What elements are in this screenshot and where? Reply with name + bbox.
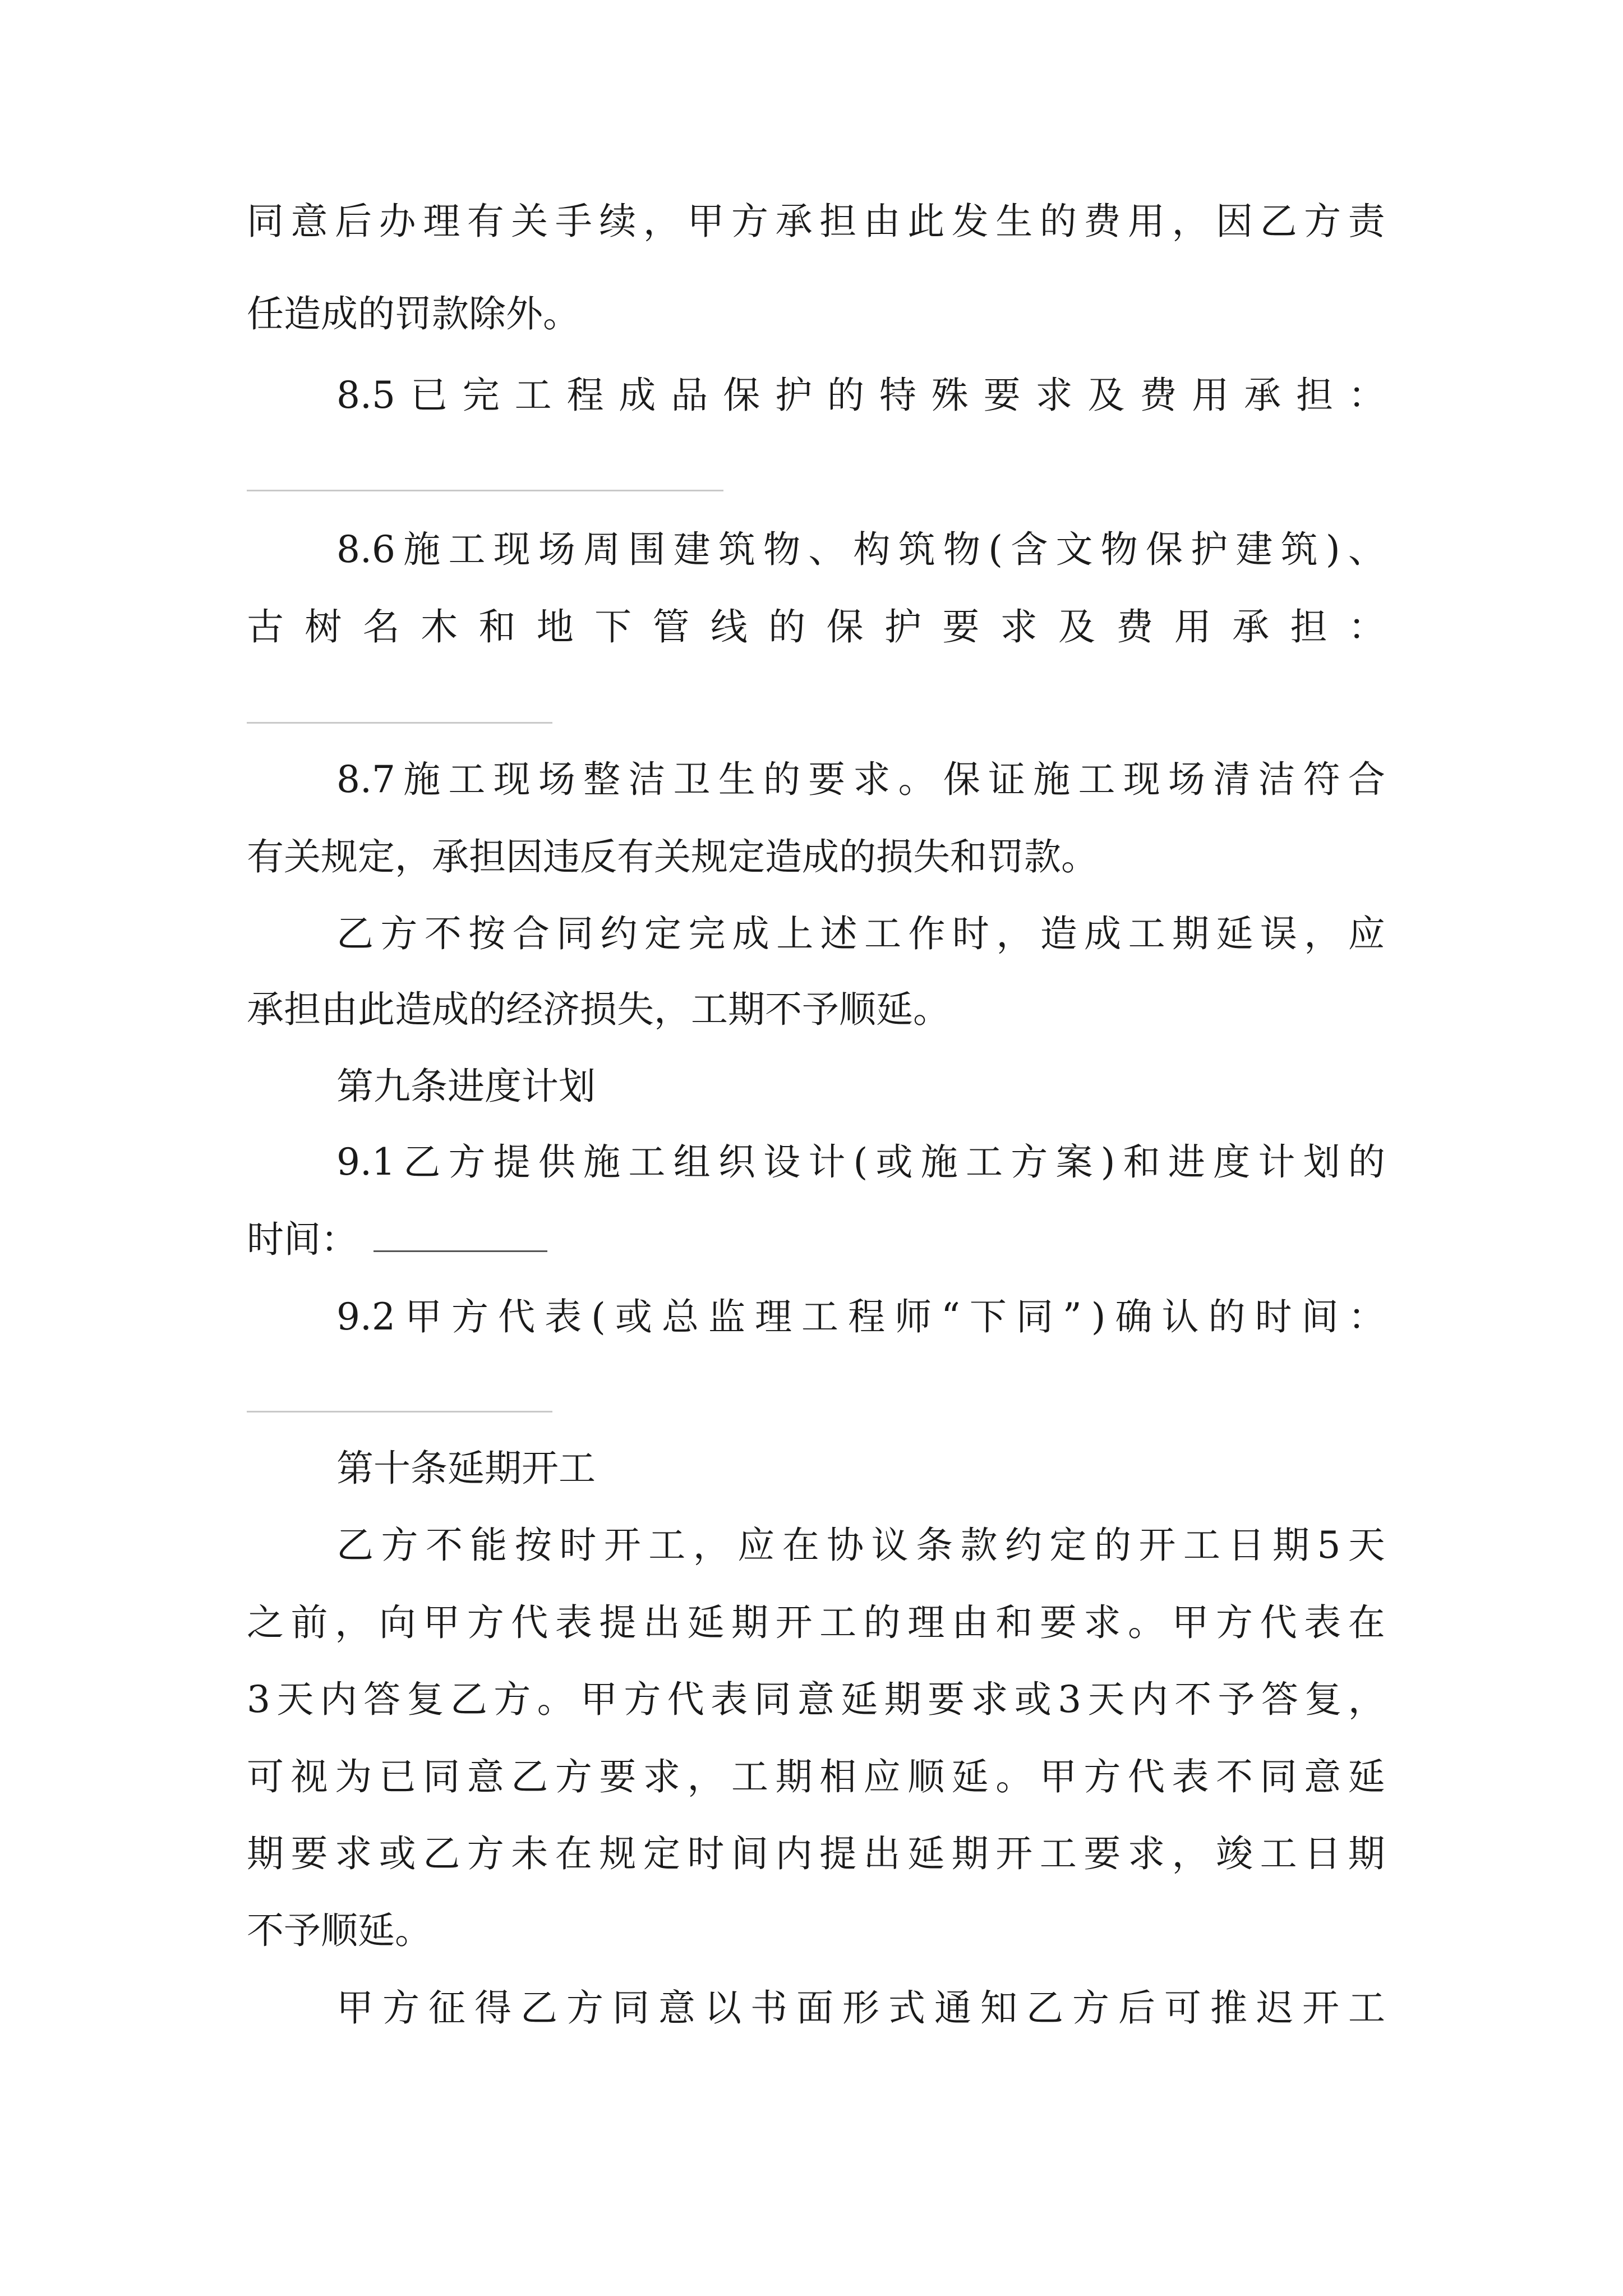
text-line: 同 意 后 办 理 有 关 手 续 ， 甲 方 承 担 由 此 发 生 的 费 用 ， 因 乙 方 责 [247, 200, 1385, 243]
article-10-heading: 第十条延期开工 [336, 1447, 596, 1490]
clause-8-5-heading: 8.5 已 完 工 程 成 品 保 护 的 特 殊 要 求 及 费 用 承 担 ： [336, 374, 1385, 417]
clause-8-7-text: 8.7 施 工 现 场 整 洁 卫 生 的 要 求 。 保 证 施 工 现 场 清 洁 符 合 [336, 758, 1385, 801]
paragraph-text: 甲 方 征 得 乙 方 同 意 以 书 面 形 式 通 知 乙 方 后 可 推 迟 开 工 [336, 1986, 1385, 2030]
text-line: 期 要 求 或 乙 方 未 在 规 定 时 间 内 提 出 延 期 开 工 要 求 ， 竣 工 日 期 [247, 1832, 1385, 1875]
text-line: 古 树 名 木 和 地 下 管 线 的 保 护 要 求 及 费 用 承 担 ： [247, 605, 1385, 648]
fill-in-blank-line [374, 1216, 547, 1252]
clause-9-1-text: 9.1 乙 方 提 供 施 工 组 织 设 计 ( 或 施 工 方 案 ) 和 进 度 计 划 的 [336, 1140, 1385, 1184]
text-line [247, 1212, 1385, 1268]
article-9-heading: 第九条进度计划 [336, 1065, 596, 1108]
text-line: 承担由此造成的经济损失，工期不予顺延。 [247, 988, 950, 1031]
time-label: 时间： [247, 1218, 358, 1261]
fill-in-blank-line [247, 722, 552, 724]
text-line: 3 天 内 答 复 乙 方 。 甲 方 代 表 同 意 延 期 要 求 或 3 天 内 不 予 答 复 ， [247, 1678, 1385, 1721]
fill-in-blank-line [247, 490, 723, 491]
text-line: 任造成的罚款除外。 [247, 292, 580, 335]
text-line: 可 视 为 已 同 意 乙 方 要 求 ， 工 期 相 应 顺 延 。 甲 方 代 表 不 同 意 延 [247, 1755, 1385, 1798]
paragraph-text: 乙 方 不 按 合 同 约 定 完 成 上 述 工 作 时 ， 造 成 工 期 延 误 ， 应 [336, 912, 1385, 955]
text-line: 有关规定，承担因违反有关规定造成的损失和罚款。 [247, 835, 1098, 878]
clause-9-2-text: 9.2 甲 方 代 表 ( 或 总 监 理 工 程 师 “ 下 同 ” ) 确 认 的 时 间 ： [336, 1295, 1385, 1338]
clause-8-6-text: 8.6 施 工 现 场 周 围 建 筑 物 、 构 筑 物 ( 含 文 物 保 护 建 筑 ) 、 [336, 528, 1385, 571]
text-line: 不予顺延。 [247, 1909, 432, 1952]
text-line: 之 前 ， 向 甲 方 代 表 提 出 延 期 开 工 的 理 由 和 要 求 。 甲 方 代 表 在 [247, 1601, 1385, 1644]
fill-in-blank-line [247, 1411, 552, 1412]
paragraph-text: 乙 方 不 能 按 时 开 工 ， 应 在 协 议 条 款 约 定 的 开 工 日 期 5 天 [336, 1524, 1385, 1567]
